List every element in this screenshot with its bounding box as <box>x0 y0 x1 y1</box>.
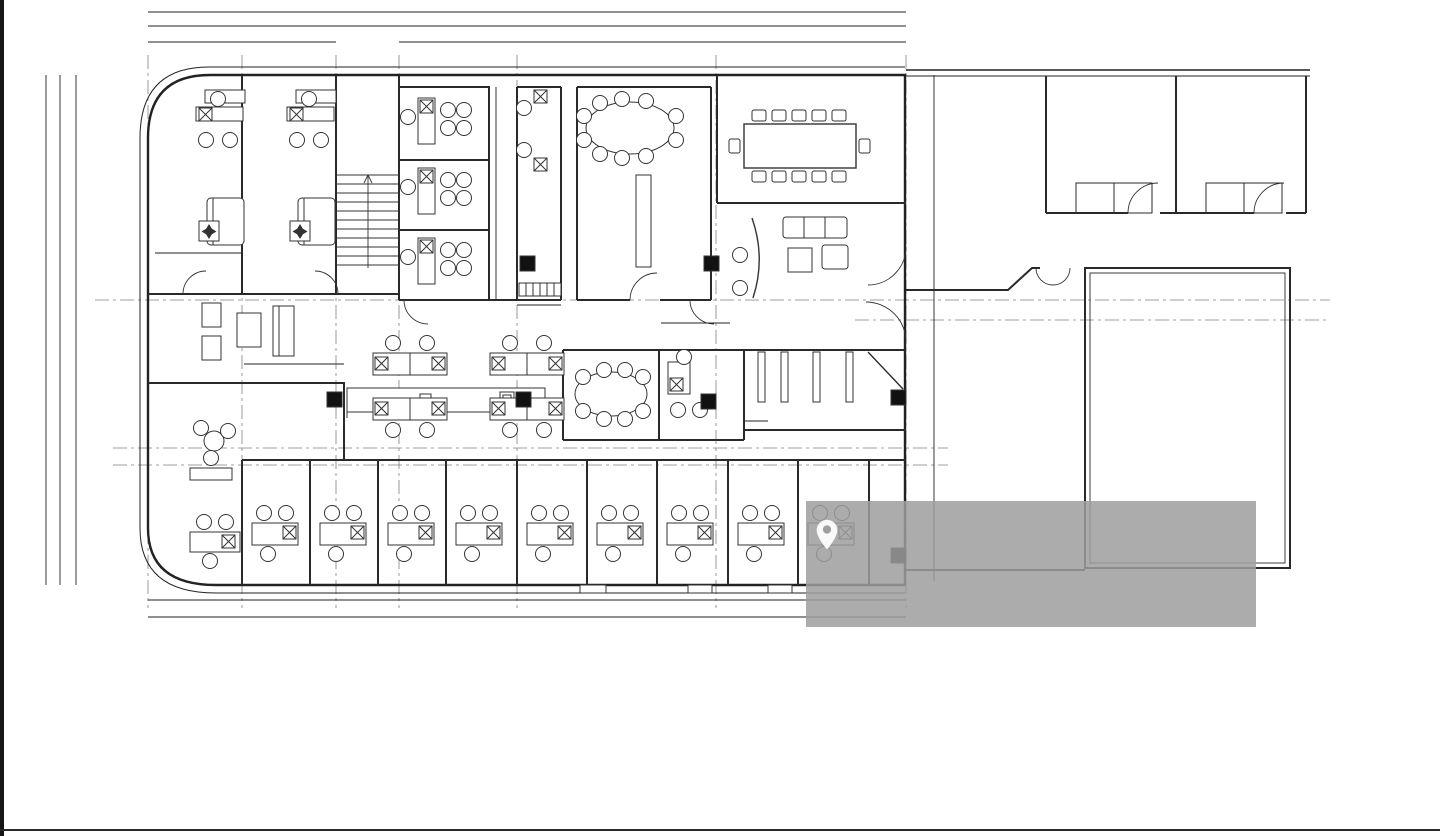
sheet-bottom-border <box>0 829 1440 831</box>
door-arcs <box>183 183 1284 342</box>
watermark-overlay <box>806 501 1256 627</box>
staircase <box>337 175 399 268</box>
location-pin-icon <box>816 517 838 553</box>
